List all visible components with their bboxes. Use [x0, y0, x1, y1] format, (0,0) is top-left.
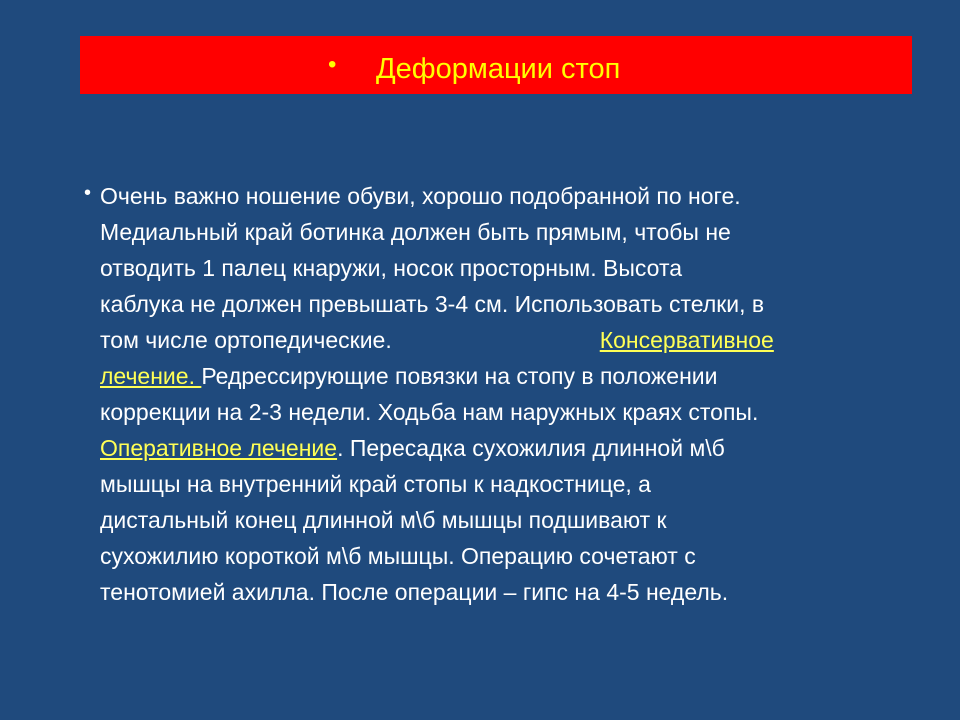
body-line-text: мышцы на внутренний край стопы к надкостнице, а: [100, 471, 651, 497]
body-line-text: тенотомией ахилла. После операции – гипс на 4-5 недель.: [100, 579, 729, 605]
body-line: [84, 574, 774, 610]
body-line-text: отводить 1 палец кнаружи, носок просторным. Высота: [100, 255, 683, 281]
body-line: [84, 394, 774, 430]
body-line-text: каблука не должен превышать 3-4 см. Использовать стелки, в: [100, 291, 765, 317]
body-line: [84, 358, 774, 394]
body-line: [84, 322, 774, 358]
body-bullet: •: [84, 182, 92, 204]
body-text: [84, 178, 774, 610]
body-line: [84, 466, 774, 502]
body-line-text: сухожилию короткой м\б мышцы. Операцию сочетают с: [100, 543, 696, 569]
body-line-text: Очень важно ношение обуви, хорошо подобранной по ноге.: [100, 183, 741, 209]
body-line-text: дистальный конец длинной м\б мышцы подшивают к: [100, 507, 667, 533]
body-line: [84, 538, 774, 574]
body-line: [84, 178, 774, 214]
conservative-treatment-link[interactable]: Консервативное: [599, 327, 774, 353]
body-line: [84, 430, 774, 466]
surgical-treatment-link[interactable]: Оперативное лечение: [100, 435, 338, 461]
slide-title: Деформации стоп: [376, 53, 621, 85]
body-line-text: коррекции на 2-3 недели. Ходьба нам наружных краях стопы.: [100, 399, 759, 425]
body-line-text: том числе ортопедические.: [100, 327, 392, 353]
body-line: [84, 214, 774, 250]
body-line: [84, 250, 774, 286]
body-line-text: . Пересадка сухожилия длинной м\б: [337, 435, 725, 461]
body-line-text: Редрессирующие повязки на стопу в положении: [201, 363, 718, 389]
title-bullet: •: [328, 51, 337, 78]
body-line: [84, 502, 774, 538]
conservative-treatment-link-cont[interactable]: лечение.: [100, 363, 202, 389]
body-line: [84, 286, 774, 322]
body-line-text: Медиальный край ботинка должен быть прямым, чтобы не: [100, 219, 731, 245]
